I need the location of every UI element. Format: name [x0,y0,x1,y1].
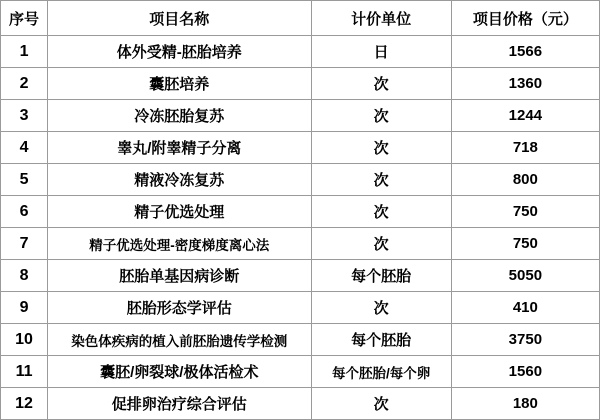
cell-price: 1566 [451,36,599,68]
table-header [1,1,600,36]
cell-unit: 次 [311,100,451,132]
cell-price: 5050 [451,260,599,292]
cell-item-name: 囊胚培养 [48,68,311,100]
cell-unit: 每个胚胎 [311,260,451,292]
table-row [1,324,600,356]
cell-price: 180 [451,388,599,420]
table-row [1,260,600,292]
cell-unit: 每个胚胎/每个卵 [311,356,451,388]
cell-item-name: 染色体疾病的植入前胚胎遗传学检测 [48,324,311,356]
cell-index: 7 [1,228,48,260]
cell-unit: 次 [311,132,451,164]
column-header-index: 序号 [1,1,48,36]
cell-price: 3750 [451,324,599,356]
cell-price: 750 [451,228,599,260]
table-row [1,132,600,164]
table-row [1,356,600,388]
cell-price: 800 [451,164,599,196]
cell-unit: 日 [311,36,451,68]
cell-item-name: 精子优选处理-密度梯度离心法 [48,228,311,260]
cell-unit: 次 [311,68,451,100]
cell-item-name: 体外受精-胚胎培养 [48,36,311,68]
cell-unit: 每个胚胎 [311,324,451,356]
cell-unit: 次 [311,196,451,228]
cell-item-name: 精液冷冻复苏 [48,164,311,196]
cell-price: 1360 [451,68,599,100]
table-row [1,36,600,68]
table-header-row [1,1,600,36]
table-row [1,196,600,228]
cell-unit: 次 [311,388,451,420]
cell-item-name: 冷冻胚胎复苏 [48,100,311,132]
cell-index: 2 [1,68,48,100]
table-row [1,164,600,196]
cell-index: 9 [1,292,48,324]
column-header-name: 项目名称 [48,1,311,36]
cell-index: 8 [1,260,48,292]
cell-item-name: 胚胎形态学评估 [48,292,311,324]
cell-item-name: 精子优选处理 [48,196,311,228]
cell-price: 1244 [451,100,599,132]
cell-unit: 次 [311,164,451,196]
cell-item-name: 促排卵治疗综合评估 [48,388,311,420]
cell-index: 1 [1,36,48,68]
cell-unit: 次 [311,292,451,324]
table-row [1,100,600,132]
cell-index: 3 [1,100,48,132]
cell-item-name: 囊胚/卵裂球/极体活检术 [48,356,311,388]
cell-price: 718 [451,132,599,164]
table-row [1,388,600,420]
cell-index: 6 [1,196,48,228]
table-row [1,68,600,100]
table-row [1,292,600,324]
cell-item-name: 睾丸/附睾精子分离 [48,132,311,164]
column-header-price: 项目价格（元） [451,1,599,36]
table-row [1,228,600,260]
cell-unit: 次 [311,228,451,260]
column-header-unit: 计价单位 [311,1,451,36]
cell-item-name: 胚胎单基因病诊断 [48,260,311,292]
cell-price: 1560 [451,356,599,388]
cell-price: 410 [451,292,599,324]
table-body [1,36,600,420]
cell-price: 750 [451,196,599,228]
cell-index: 5 [1,164,48,196]
cell-index: 10 [1,324,48,356]
cell-index: 4 [1,132,48,164]
cell-index: 11 [1,356,48,388]
cell-index: 12 [1,388,48,420]
